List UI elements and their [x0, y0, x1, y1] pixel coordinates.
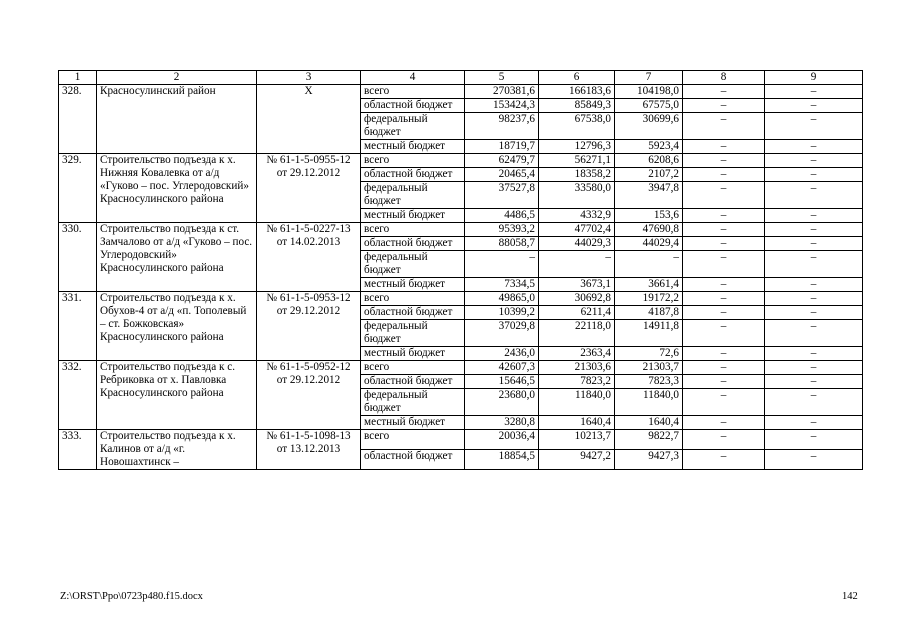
value-6: –	[539, 251, 615, 278]
value-7: 30699,6	[615, 113, 683, 140]
value-5: 18854,5	[465, 450, 539, 470]
value-8: –	[683, 168, 765, 182]
value-9: –	[765, 251, 863, 278]
funding-source: областной бюджет	[361, 168, 465, 182]
value-9: –	[765, 278, 863, 292]
value-5: 270381,6	[465, 85, 539, 99]
table-row	[59, 361, 863, 375]
value-6: 56271,1	[539, 154, 615, 168]
table-row	[59, 430, 863, 450]
funding-source: местный бюджет	[361, 416, 465, 430]
value-8: –	[683, 209, 765, 223]
funding-source: местный бюджет	[361, 278, 465, 292]
header-cell: 1	[59, 71, 97, 85]
object-name: Красносулинский район	[97, 85, 257, 154]
value-9: –	[765, 361, 863, 375]
value-6: 12796,3	[539, 140, 615, 154]
value-5: 42607,3	[465, 361, 539, 375]
value-8: –	[683, 347, 765, 361]
value-8: –	[683, 251, 765, 278]
header-cell: 2	[97, 71, 257, 85]
funding-source: областной бюджет	[361, 306, 465, 320]
value-8: –	[683, 416, 765, 430]
value-6: 22118,0	[539, 320, 615, 347]
value-5: 153424,3	[465, 99, 539, 113]
value-5: 20036,4	[465, 430, 539, 450]
row-number: 332.	[59, 361, 97, 430]
value-5: 15646,5	[465, 375, 539, 389]
value-7: 7823,3	[615, 375, 683, 389]
value-7: 6208,6	[615, 154, 683, 168]
budget-table	[58, 70, 863, 470]
table-row	[59, 85, 863, 99]
object-name: Строительство подъезда к х. Калинов от а/д «г. Новошахтинск –	[97, 430, 257, 470]
value-8: –	[683, 182, 765, 209]
value-7: 19172,2	[615, 292, 683, 306]
row-number: 330.	[59, 223, 97, 292]
row-number: 328.	[59, 85, 97, 154]
funding-source: местный бюджет	[361, 140, 465, 154]
value-9: –	[765, 347, 863, 361]
value-9: –	[765, 113, 863, 140]
value-5: 62479,7	[465, 154, 539, 168]
funding-source: всего	[361, 292, 465, 306]
value-9: –	[765, 416, 863, 430]
funding-source: всего	[361, 154, 465, 168]
value-9: –	[765, 85, 863, 99]
value-6: 21303,6	[539, 361, 615, 375]
value-6: 18358,2	[539, 168, 615, 182]
value-9: –	[765, 389, 863, 416]
value-9: –	[765, 375, 863, 389]
value-8: –	[683, 375, 765, 389]
funding-source: всего	[361, 361, 465, 375]
value-8: –	[683, 140, 765, 154]
header-cell: 7	[615, 71, 683, 85]
value-9: –	[765, 99, 863, 113]
document-ref: № 61-1-5-0955-12 от 29.12.2012	[257, 154, 361, 223]
value-8: –	[683, 306, 765, 320]
value-8: –	[683, 278, 765, 292]
value-8: –	[683, 320, 765, 347]
value-5: 4486,5	[465, 209, 539, 223]
value-5: 7334,5	[465, 278, 539, 292]
value-7: 11840,0	[615, 389, 683, 416]
value-6: 4332,9	[539, 209, 615, 223]
funding-source: федеральный бюджет	[361, 182, 465, 209]
funding-source: областной бюджет	[361, 99, 465, 113]
value-8: –	[683, 85, 765, 99]
document-ref: № 61-1-5-1098-13 от 13.12.2013	[257, 430, 361, 470]
value-7: 44029,4	[615, 237, 683, 251]
value-6: 7823,2	[539, 375, 615, 389]
value-7: 21303,7	[615, 361, 683, 375]
header-cell: 4	[361, 71, 465, 85]
funding-source: областной бюджет	[361, 450, 465, 470]
header-cell: 8	[683, 71, 765, 85]
value-7: 67575,0	[615, 99, 683, 113]
value-7: 9822,7	[615, 430, 683, 450]
value-7: –	[615, 251, 683, 278]
value-6: 67538,0	[539, 113, 615, 140]
value-8: –	[683, 154, 765, 168]
value-6: 1640,4	[539, 416, 615, 430]
value-6: 9427,2	[539, 450, 615, 470]
value-8: –	[683, 99, 765, 113]
value-9: –	[765, 320, 863, 347]
value-7: 104198,0	[615, 85, 683, 99]
value-6: 30692,8	[539, 292, 615, 306]
value-7: 3947,8	[615, 182, 683, 209]
funding-source: всего	[361, 85, 465, 99]
table-row	[59, 292, 863, 306]
header-cell: 3	[257, 71, 361, 85]
value-5: 98237,6	[465, 113, 539, 140]
table-row	[59, 223, 863, 237]
header-cell: 6	[539, 71, 615, 85]
value-7: 14911,8	[615, 320, 683, 347]
object-name: Строительство подъезда к с. Ребриковка от х. Павловка Красносулинского района	[97, 361, 257, 430]
value-6: 2363,4	[539, 347, 615, 361]
value-6: 44029,3	[539, 237, 615, 251]
value-8: –	[683, 450, 765, 470]
value-6: 6211,4	[539, 306, 615, 320]
funding-source: федеральный бюджет	[361, 389, 465, 416]
value-9: –	[765, 154, 863, 168]
object-name: Строительство подъезда к х. Нижняя Ковалевка от а/д «Гуково – пос. Углеродовский» Красносулинского района	[97, 154, 257, 223]
value-6: 166183,6	[539, 85, 615, 99]
value-9: –	[765, 140, 863, 154]
object-name: Строительство подъезда к ст. Замчалово от а/д «Гуково – пос. Углеродовский» Красносулинского района	[97, 223, 257, 292]
value-9: –	[765, 223, 863, 237]
funding-source: федеральный бюджет	[361, 113, 465, 140]
value-5: 37029,8	[465, 320, 539, 347]
funding-source: федеральный бюджет	[361, 320, 465, 347]
file-path: Z:\ORST\Ppo\0723p480.f15.docx	[60, 591, 203, 602]
value-7: 153,6	[615, 209, 683, 223]
funding-source: всего	[361, 223, 465, 237]
value-5: 88058,7	[465, 237, 539, 251]
value-5: 20465,4	[465, 168, 539, 182]
funding-source: местный бюджет	[361, 209, 465, 223]
value-5: 49865,0	[465, 292, 539, 306]
value-9: –	[765, 450, 863, 470]
value-7: 1640,4	[615, 416, 683, 430]
value-8: –	[683, 223, 765, 237]
document-ref: № 61-1-5-0227-13 от 14.02.2013	[257, 223, 361, 292]
value-9: –	[765, 306, 863, 320]
value-5: 23680,0	[465, 389, 539, 416]
value-5: 37527,8	[465, 182, 539, 209]
value-6: 11840,0	[539, 389, 615, 416]
row-number: 333.	[59, 430, 97, 470]
funding-source: областной бюджет	[361, 237, 465, 251]
funding-source: местный бюджет	[361, 347, 465, 361]
value-5: 10399,2	[465, 306, 539, 320]
value-7: 47690,8	[615, 223, 683, 237]
funding-source: областной бюджет	[361, 375, 465, 389]
value-5: 95393,2	[465, 223, 539, 237]
header-row	[59, 71, 863, 85]
value-9: –	[765, 292, 863, 306]
value-5: 2436,0	[465, 347, 539, 361]
value-9: –	[765, 182, 863, 209]
value-8: –	[683, 237, 765, 251]
value-6: 10213,7	[539, 430, 615, 450]
value-8: –	[683, 113, 765, 140]
value-5: 3280,8	[465, 416, 539, 430]
value-6: 33580,0	[539, 182, 615, 209]
header-cell: 5	[465, 71, 539, 85]
value-5: –	[465, 251, 539, 278]
value-7: 5923,4	[615, 140, 683, 154]
value-8: –	[683, 430, 765, 450]
table-row	[59, 154, 863, 168]
value-9: –	[765, 209, 863, 223]
header-cell: 9	[765, 71, 863, 85]
value-8: –	[683, 361, 765, 375]
document-ref: № 61-1-5-0952-12 от 29.12.2012	[257, 361, 361, 430]
row-number: 329.	[59, 154, 97, 223]
page-number: 142	[842, 591, 858, 602]
value-9: –	[765, 430, 863, 450]
document-ref: № 61-1-5-0953-12 от 29.12.2012	[257, 292, 361, 361]
value-5: 18719,7	[465, 140, 539, 154]
object-name: Строительство подъезда к х. Обухов-4 от а/д «п. Тополевый – ст. Божковская» Красносулинского района	[97, 292, 257, 361]
value-9: –	[765, 168, 863, 182]
value-8: –	[683, 292, 765, 306]
value-9: –	[765, 237, 863, 251]
value-6: 3673,1	[539, 278, 615, 292]
document-ref: Х	[257, 85, 361, 154]
value-7: 4187,8	[615, 306, 683, 320]
row-number: 331.	[59, 292, 97, 361]
value-6: 47702,4	[539, 223, 615, 237]
funding-source: федеральный бюджет	[361, 251, 465, 278]
value-7: 3661,4	[615, 278, 683, 292]
funding-source: всего	[361, 430, 465, 450]
value-8: –	[683, 389, 765, 416]
value-6: 85849,3	[539, 99, 615, 113]
value-7: 72,6	[615, 347, 683, 361]
value-7: 2107,2	[615, 168, 683, 182]
value-7: 9427,3	[615, 450, 683, 470]
